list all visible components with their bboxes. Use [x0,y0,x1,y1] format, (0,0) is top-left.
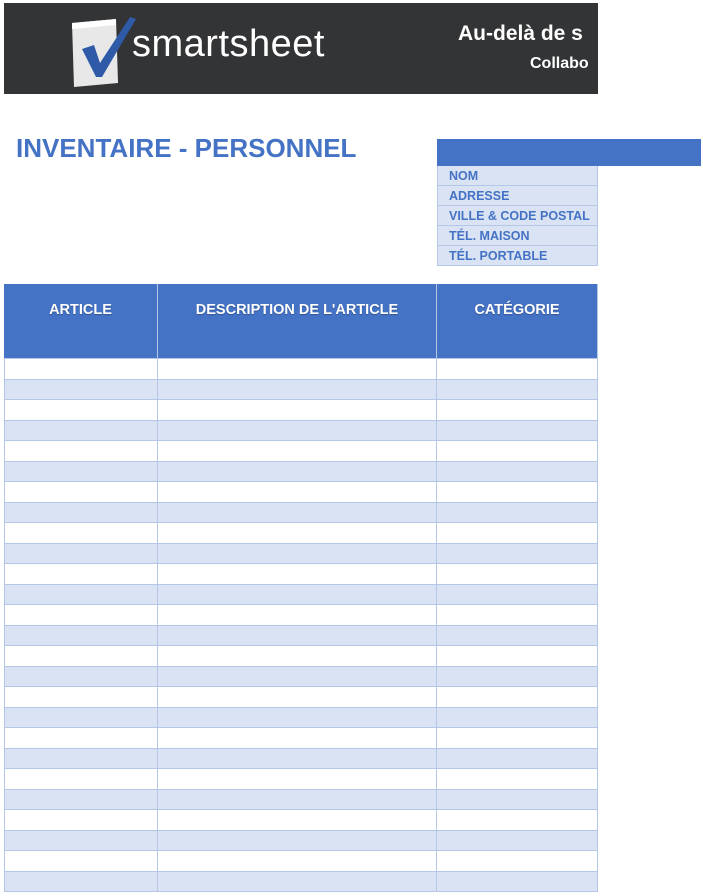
table-cell[interactable] [158,851,437,871]
table-cell[interactable] [4,831,158,851]
table-cell[interactable] [158,769,437,789]
table-row [4,687,598,708]
header-banner [4,3,598,94]
table-cell[interactable] [437,687,598,707]
table-cell[interactable] [437,810,598,830]
info-panel [437,166,598,266]
table-row [4,831,598,852]
table-cell[interactable] [437,667,598,687]
table-cell[interactable] [158,482,437,502]
table-cell[interactable] [437,728,598,748]
table-row [4,605,598,626]
table-cell[interactable] [437,503,598,523]
table-cell[interactable] [437,400,598,420]
table-cell[interactable] [158,564,437,584]
table-cell[interactable] [158,441,437,461]
table-cell[interactable] [158,810,437,830]
table-cell[interactable] [4,544,158,564]
smartsheet-checkmark-logo-icon [68,11,138,91]
table-cell[interactable] [4,564,158,584]
table-row [4,564,598,585]
table-cell[interactable] [4,810,158,830]
table-cell[interactable] [158,872,437,892]
table-cell[interactable] [158,585,437,605]
table-cell[interactable] [158,359,437,379]
table-cell[interactable] [437,851,598,871]
banner-subtagline: Collabo [530,55,589,72]
table-cell[interactable] [4,708,158,728]
table-row [4,359,598,380]
table-cell[interactable] [4,482,158,502]
column-header: CATÉGORIE [437,284,598,358]
table-cell[interactable] [158,626,437,646]
table-cell[interactable] [437,605,598,625]
table-row [4,400,598,421]
table-cell[interactable] [4,523,158,543]
table-row [4,544,598,565]
table-cell[interactable] [158,708,437,728]
table-row [4,667,598,688]
table-cell[interactable] [437,482,598,502]
column-header: DESCRIPTION DE L'ARTICLE [158,284,437,358]
table-cell[interactable] [4,769,158,789]
table-cell[interactable] [437,585,598,605]
table-cell[interactable] [437,441,598,461]
table-cell[interactable] [437,462,598,482]
table-cell[interactable] [437,708,598,728]
table-cell[interactable] [437,564,598,584]
table-cell[interactable] [158,523,437,543]
table-cell[interactable] [4,646,158,666]
info-panel-header [437,139,701,166]
table-row [4,646,598,667]
table-cell[interactable] [158,749,437,769]
table-cell[interactable] [4,441,158,461]
table-cell[interactable] [158,544,437,564]
table-row [4,728,598,749]
table-cell[interactable] [437,831,598,851]
table-row [4,421,598,442]
table-cell[interactable] [158,790,437,810]
table-cell[interactable] [158,462,437,482]
table-cell[interactable] [4,462,158,482]
table-cell[interactable] [158,421,437,441]
table-body [4,359,598,892]
table-row [4,585,598,606]
table-row [4,810,598,831]
table-cell[interactable] [437,626,598,646]
table-cell[interactable] [4,503,158,523]
table-cell[interactable] [4,687,158,707]
table-cell[interactable] [158,831,437,851]
table-row [4,790,598,811]
table-cell[interactable] [437,749,598,769]
table-row [4,708,598,729]
table-row [4,503,598,524]
column-header: ARTICLE [4,284,158,358]
table-row [4,523,598,544]
info-field-label[interactable]: NOM [437,166,598,186]
table-cell[interactable] [437,790,598,810]
table-cell[interactable] [158,503,437,523]
table-cell[interactable] [437,769,598,789]
table-row [4,462,598,483]
table-row [4,872,598,893]
table-cell[interactable] [4,421,158,441]
table-cell[interactable] [4,728,158,748]
table-row [4,441,598,462]
table-cell[interactable] [437,380,598,400]
table-cell[interactable] [4,626,158,646]
info-field-label[interactable]: VILLE & CODE POSTAL [437,206,598,226]
table-cell[interactable] [4,851,158,871]
table-cell[interactable] [4,585,158,605]
info-field-label[interactable]: TÉL. MAISON [437,226,598,246]
table-cell[interactable] [4,749,158,769]
table-cell[interactable] [4,400,158,420]
table-cell[interactable] [437,421,598,441]
table-row [4,749,598,770]
table-row [4,851,598,872]
table-cell[interactable] [437,646,598,666]
table-row [4,626,598,647]
table-row [4,380,598,401]
table-cell[interactable] [437,544,598,564]
table-header-row [4,284,598,359]
info-field-label[interactable]: ADRESSE [437,186,598,206]
table-cell[interactable] [158,687,437,707]
info-field-label[interactable]: TÉL. PORTABLE [437,246,598,266]
table-cell[interactable] [4,790,158,810]
table-row [4,482,598,503]
table-row [4,769,598,790]
table-cell[interactable] [4,605,158,625]
inventory-table [4,284,598,892]
banner-tagline: Au-delà de s [458,22,583,45]
table-cell[interactable] [437,523,598,543]
table-cell[interactable] [158,646,437,666]
table-cell[interactable] [158,400,437,420]
page-title: INVENTAIRE - PERSONNEL [16,133,357,163]
table-cell[interactable] [158,605,437,625]
table-cell[interactable] [158,728,437,748]
table-cell[interactable] [158,380,437,400]
table-cell[interactable] [4,380,158,400]
table-cell[interactable] [437,359,598,379]
table-cell[interactable] [437,872,598,892]
table-cell[interactable] [4,359,158,379]
table-cell[interactable] [4,667,158,687]
table-cell[interactable] [158,667,437,687]
logo-wordmark: smartsheet [132,23,325,65]
table-cell[interactable] [4,872,158,892]
